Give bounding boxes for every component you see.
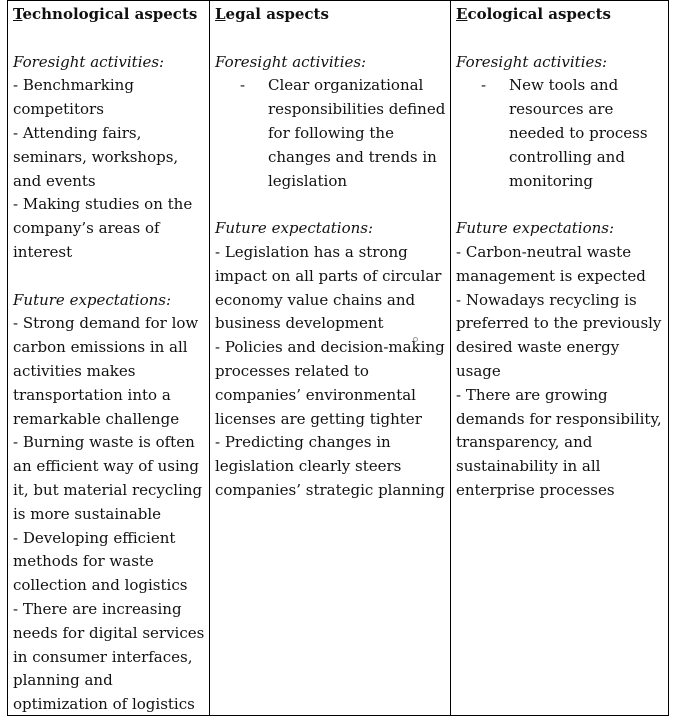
list-item: - Legislation has a strong impact on all parts of circular economy value chains and business development xyxy=(215,242,442,333)
foresight-heading: Foresight activities: xyxy=(215,52,367,71)
title-initial: L xyxy=(215,5,226,23)
list-item xyxy=(215,74,446,193)
legal-column xyxy=(209,1,450,715)
future-heading: Future expectations: xyxy=(456,219,615,238)
dash-marker: - xyxy=(240,76,246,95)
ecological-column xyxy=(450,1,668,715)
aspects-table xyxy=(7,0,669,716)
list-item: - Attending fairs, seminars, workshops, and events xyxy=(13,123,179,190)
technological-column xyxy=(8,1,209,715)
title-initial: E xyxy=(456,5,468,23)
list-item: - Developing efficient methods for waste collection and logistics xyxy=(13,528,188,595)
list-item: - Policies and decision-making processes related to companies’ environmental licenses are getting tighter xyxy=(215,338,445,428)
list-item: - Strong demand for low carbon emissions in all activities makes transportation into a remarkable challenge xyxy=(13,314,199,428)
title-rest: echnological aspects xyxy=(22,5,198,23)
column-title xyxy=(13,3,205,27)
list-item-text: Clear organizational responsibilities defined for following the changes and trends in legislation xyxy=(268,76,446,190)
list-item: - Benchmarking competitors xyxy=(13,76,134,119)
list-item xyxy=(456,74,664,193)
title-rest: egal aspects xyxy=(225,5,329,23)
foresight-heading: Foresight activities: xyxy=(456,52,608,71)
title-rest: cological aspects xyxy=(467,5,611,23)
future-heading: Future expectations: xyxy=(215,219,374,238)
list-item-text: New tools and resources are needed to process controlling and monitoring xyxy=(509,76,648,190)
list-item: - There are increasing needs for digital services in consumer interfaces, planning and optimization of logistics xyxy=(13,599,205,714)
list-item: - Burning waste is often an efficient way of using it, but material recycling is more sustainable xyxy=(13,433,203,523)
list-item: - There are growing demands for responsibility, transparency, and sustainability in all enterprise processes xyxy=(456,385,662,499)
column-title xyxy=(215,3,446,27)
list-item: - Making studies on the company’s areas of interest xyxy=(13,195,193,261)
dash-marker: - xyxy=(481,76,487,95)
stray-circle-mark xyxy=(413,337,418,342)
list-item: - Predicting changes in legislation clearly steers companies’ strategic planning xyxy=(215,433,445,499)
future-heading: Future expectations: xyxy=(13,290,172,309)
foresight-heading: Foresight activities: xyxy=(13,52,165,71)
list-item: - Nowadays recycling is preferred to the previously desired waste energy usage xyxy=(456,290,662,380)
title-initial: T xyxy=(13,5,23,23)
column-title xyxy=(456,3,664,27)
list-item: - Carbon-neutral waste management is expected xyxy=(456,242,646,285)
